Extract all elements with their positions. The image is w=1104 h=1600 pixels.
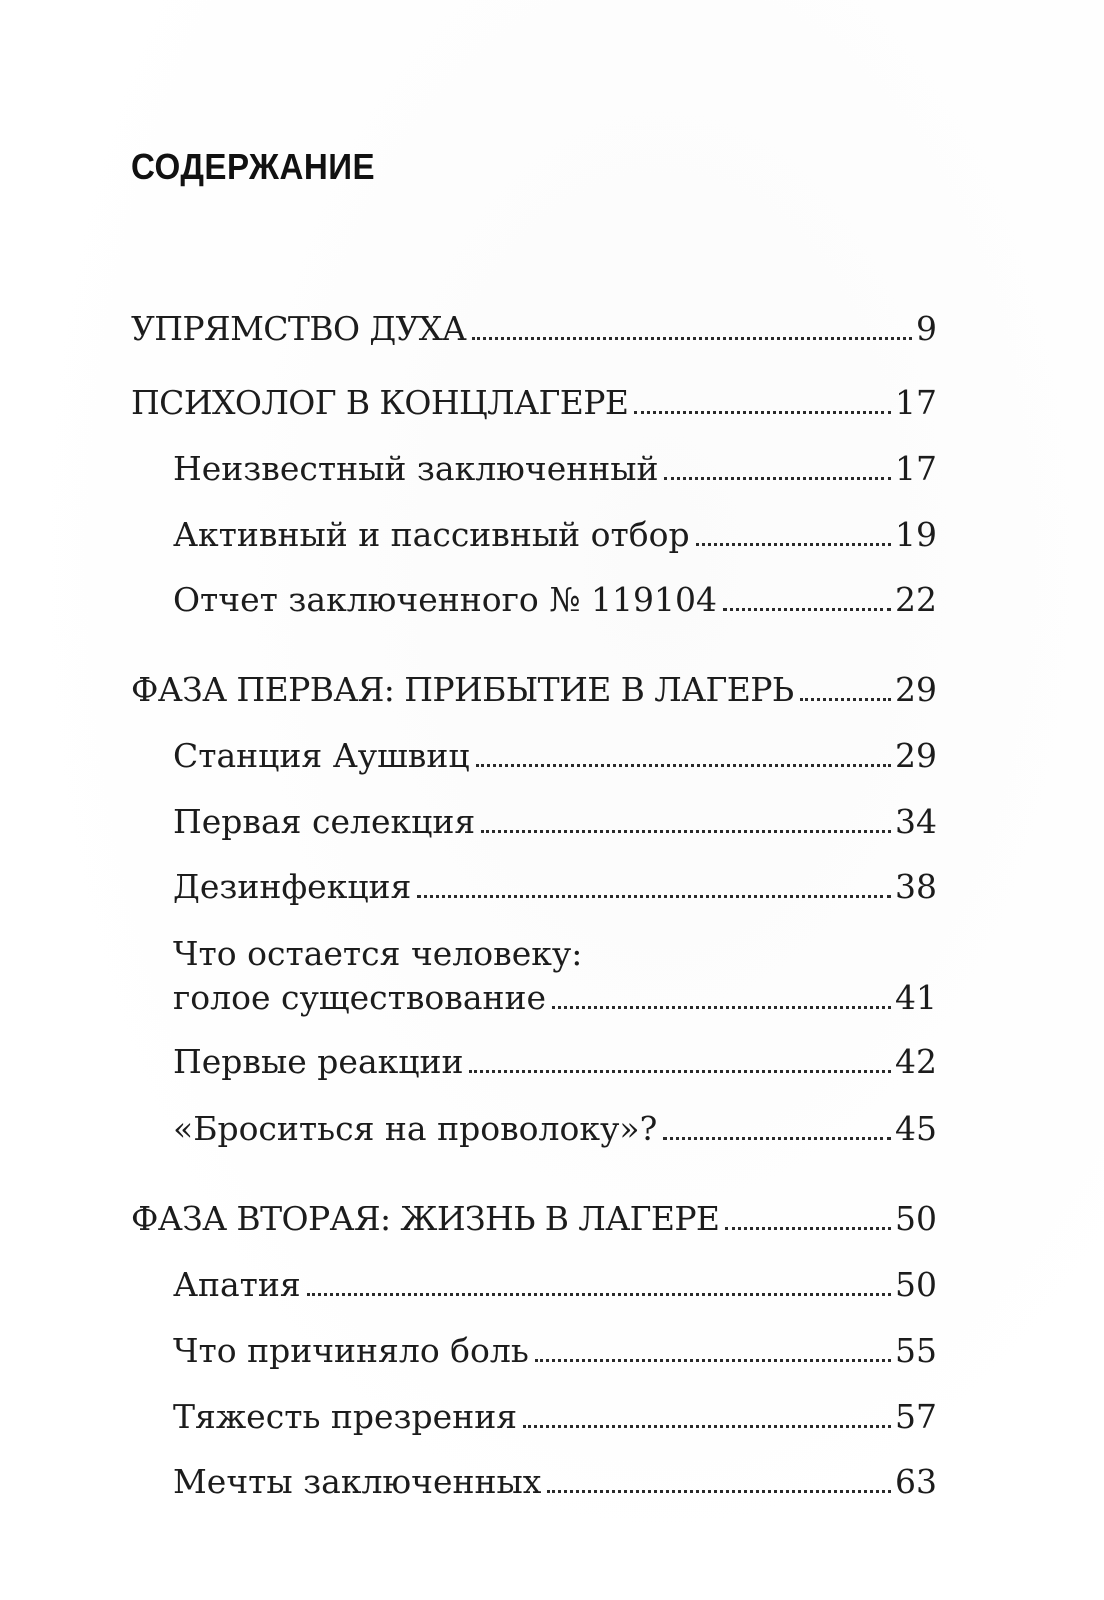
toc-entry <box>131 668 937 712</box>
toc-entry-title: Что остается человеку: <box>173 934 583 973</box>
toc-entry-page: 29 <box>895 736 937 775</box>
toc-entry-page: 45 <box>895 1109 937 1148</box>
toc-entry-title: Мечты заключенных <box>173 1462 542 1501</box>
toc-entry-page: 34 <box>895 802 937 841</box>
toc-entry-page: 19 <box>895 515 937 554</box>
toc-entry-line <box>173 976 937 1020</box>
toc-entry <box>131 381 937 425</box>
toc-entry-title: ФАЗА ВТОРАЯ: ЖИЗНЬ В ЛАГЕРЕ <box>131 1199 720 1238</box>
toc-entry <box>173 1395 937 1439</box>
toc-entry-page: 17 <box>895 449 937 488</box>
toc-entry-title: Дезинфекция <box>173 867 412 906</box>
toc-entry-title: голое существование <box>173 978 547 1017</box>
toc-entry-page: 63 <box>895 1462 937 1501</box>
toc-entry-title: «Броситься на проволоку»? <box>173 1109 658 1148</box>
toc-entry-title: Активный и пассивный отбор <box>173 515 690 554</box>
toc-entry-title: Что причиняло боль <box>173 1331 529 1370</box>
page-title: СОДЕРЖАНИЕ <box>131 146 376 187</box>
toc-entry-line <box>173 932 937 976</box>
toc-entry-page: 22 <box>895 580 937 619</box>
toc-entry <box>173 1107 937 1151</box>
toc-entry-page: 55 <box>895 1331 937 1370</box>
dot-leader <box>634 411 891 414</box>
toc-entry <box>173 578 937 622</box>
toc-entry-title: Первые реакции <box>173 1042 464 1081</box>
dot-leader <box>664 477 891 480</box>
toc-entry-title: Апатия <box>173 1265 301 1304</box>
toc-entry-page: 50 <box>895 1265 937 1304</box>
toc-entry <box>173 513 937 557</box>
toc-entry-title: Отчет заключенного № 119104 <box>173 580 717 619</box>
dot-leader <box>800 698 892 701</box>
toc-entry-title: Неизвестный заключенный <box>173 449 659 488</box>
toc-entry <box>173 865 937 909</box>
dot-leader <box>663 1137 891 1140</box>
dot-leader <box>723 608 891 611</box>
toc-entry-page: 9 <box>916 309 937 348</box>
dot-leader <box>307 1293 891 1296</box>
dot-leader <box>469 1070 891 1073</box>
dot-leader <box>696 543 891 546</box>
toc-entry <box>173 1460 937 1504</box>
toc-entry-title: Станция Аушвиц <box>173 736 470 775</box>
toc-entry <box>131 1197 937 1241</box>
toc-entry <box>131 307 937 351</box>
toc-entry-title: ФАЗА ПЕРВАЯ: ПРИБЫТИЕ В ЛАГЕРЬ <box>131 670 794 709</box>
toc-entry-title: ПСИХОЛОГ В КОНЦЛАГЕРЕ <box>131 383 629 422</box>
dot-leader <box>472 337 912 340</box>
dot-leader <box>476 764 891 767</box>
toc-entry-title: Первая селекция <box>173 802 476 841</box>
toc-entry-page: 29 <box>895 670 937 709</box>
toc-entry-page: 42 <box>895 1042 937 1081</box>
toc-entry-title: УПРЯМСТВО ДУХА <box>131 309 467 348</box>
toc-entry <box>173 447 937 491</box>
dot-leader <box>481 830 891 833</box>
toc-entry-page: 17 <box>895 383 937 422</box>
dot-leader <box>725 1227 891 1230</box>
toc-entry-title: Тяжесть презрения <box>173 1397 518 1436</box>
dot-leader <box>547 1490 891 1493</box>
toc-entry-page: 38 <box>895 867 937 906</box>
dot-leader <box>417 895 891 898</box>
toc-entry-page: 41 <box>895 978 937 1017</box>
toc-entry-page: 50 <box>895 1199 937 1238</box>
toc-entry <box>173 932 937 1020</box>
toc-entry <box>173 1329 937 1373</box>
dot-leader <box>523 1425 891 1428</box>
toc-entry <box>173 1040 937 1084</box>
toc-entry-page: 57 <box>895 1397 937 1436</box>
toc-entry <box>173 734 937 778</box>
dot-leader <box>552 1006 891 1009</box>
toc-entry <box>173 1263 937 1307</box>
dot-leader <box>535 1359 891 1362</box>
toc-entry <box>173 800 937 844</box>
